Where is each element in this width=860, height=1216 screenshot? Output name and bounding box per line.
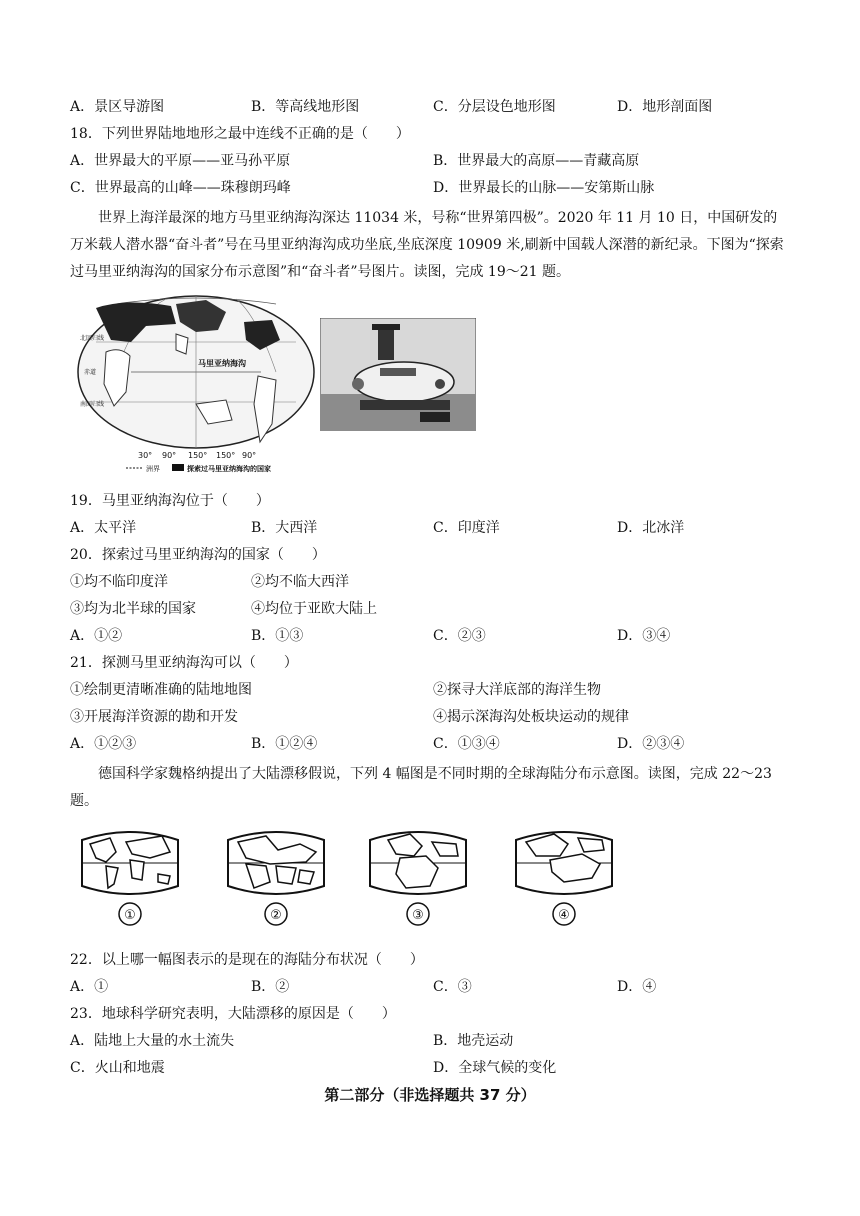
q17-option-d: D．地形剖面图	[617, 99, 713, 115]
trench-label: 马里亚纳海沟	[198, 359, 246, 368]
q18-option-a: A．世界最大的平原——亚马孙平原	[70, 153, 291, 169]
drift-map-1	[82, 832, 178, 894]
q19-option-a: A．太平洋	[70, 520, 137, 536]
legend-border-label: 洲界	[146, 465, 160, 473]
legend-country-label: 探索过马里亚纳海沟的国家	[187, 465, 271, 473]
drift-maps-figure	[70, 822, 650, 930]
q19-stem: 19．马里亚纳海沟位于（ ）	[70, 493, 270, 509]
passage-continental-drift: 德国科学家魏格纳提出了大陆漂移假说，下列 4 幅图是不同时期的全球海陆分布示意图。读图，完成 22～23 题。	[70, 766, 772, 809]
submersible-svg	[320, 318, 476, 431]
q18-option-b: B．世界最大的高原——青藏高原	[433, 153, 640, 169]
drift-map-3	[370, 832, 466, 894]
lon-label-5: 90°	[242, 451, 257, 460]
q18-option-d: D．世界最长的山脉——安第斯山脉	[433, 180, 655, 196]
lat-label-equator: 赤道	[84, 369, 97, 376]
q22-option-a: A．①	[70, 979, 109, 995]
q19-option-d: D．北冰洋	[617, 520, 685, 536]
q20-item-2: ②均不临大西洋	[251, 574, 349, 590]
q20-option-b: B．①③	[251, 628, 304, 644]
q22-option-c: C．③	[433, 979, 472, 995]
legend-country-symbol	[172, 464, 184, 471]
lon-label-2: 90°	[162, 451, 177, 460]
part2-heading: 第二部分（非选择题共 37 分）	[324, 1086, 536, 1104]
q21-stem: 21．探测马里亚纳海沟可以（ ）	[70, 655, 298, 671]
drift-maps-svg	[70, 822, 650, 930]
lon-label-4: 150°	[216, 451, 236, 460]
q17-option-b: B．等高线地形图	[251, 99, 360, 115]
world-map-svg	[76, 294, 316, 474]
q23-option-d: D．全球气候的变化	[433, 1060, 557, 1076]
q21-item-3: ③开展海洋资源的勘和开发	[70, 709, 238, 725]
submersible-photo	[320, 318, 476, 431]
q18-stem: 18．下列世界陆地地形之最中连线不正确的是（ ）	[70, 126, 410, 142]
q20-option-d: D．③④	[617, 628, 671, 644]
q20-item-3: ③均为北半球的国家	[70, 601, 196, 617]
q21-option-a: A．①②③	[70, 736, 137, 752]
q23-option-b: B．地壳运动	[433, 1033, 514, 1049]
q20-stem: 20．探索过马里亚纳海沟的国家（ ）	[70, 547, 326, 563]
q21-item-2: ②探寻大洋底部的海洋生物	[433, 682, 601, 698]
q21-item-4: ④揭示深海沟处板块运动的规律	[433, 709, 629, 725]
drift-map-label-2: ②	[270, 908, 282, 923]
lon-label-3: 150°	[188, 451, 208, 460]
drift-map-label-1: ①	[124, 908, 136, 923]
drift-map-labels	[119, 903, 575, 925]
q17-option-a: A．景区导游图	[70, 99, 165, 115]
drift-map-2	[228, 832, 324, 894]
q21-option-d: D．②③④	[617, 736, 685, 752]
lat-label-south: 南回归线	[80, 401, 105, 408]
q22-stem: 22．以上哪一幅图表示的是现在的海陆分布状况（ ）	[70, 952, 424, 968]
q19-option-b: B．大西洋	[251, 520, 318, 536]
q23-stem: 23．地球科学研究表明，大陆漂移的原因是（ ）	[70, 1006, 396, 1022]
lon-label-1: 30°	[138, 451, 153, 460]
lat-label-north: 北回归线	[80, 335, 105, 342]
drift-map-4	[516, 832, 612, 894]
q20-option-c: C．②③	[433, 628, 486, 644]
q21-option-c: C．①③④	[433, 736, 500, 752]
q20-item-1: ①均不临印度洋	[70, 574, 168, 590]
q17-option-c: C．分层设色地形图	[433, 99, 556, 115]
passage-mariana: 世界上海洋最深的地方马里亚纳海沟深达 11034 米，号称“世界第四极”。2020 年 11 月 10 日，中国研发的万米载人潜水器“奋斗者”号在马里亚纳海沟成功坐底,坐底深度 10909 米,刷新中国载人深潜的新纪录。下图为“探索过马里亚纳海沟的国家分布示意图”和“奋斗者”号图片。读图，完成 19～21 题。	[70, 210, 784, 280]
q23-option-c: C．火山和地震	[70, 1060, 165, 1076]
drift-map-label-4: ④	[558, 908, 570, 923]
drift-map-label-3: ③	[412, 908, 424, 923]
q23-option-a: A．陆地上大量的水土流失	[70, 1033, 235, 1049]
q20-item-4: ④均位于亚欧大陆上	[251, 601, 377, 617]
q18-option-c: C．世界最高的山峰——珠穆朗玛峰	[70, 180, 291, 196]
q21-item-1: ①绘制更清晰准确的陆地地图	[70, 682, 252, 698]
q20-option-a: A．①②	[70, 628, 123, 644]
world-map-figure	[76, 294, 316, 474]
q19-option-c: C．印度洋	[433, 520, 500, 536]
q22-option-b: B．②	[251, 979, 290, 995]
q22-option-d: D．④	[617, 979, 657, 995]
q21-option-b: B．①②④	[251, 736, 318, 752]
